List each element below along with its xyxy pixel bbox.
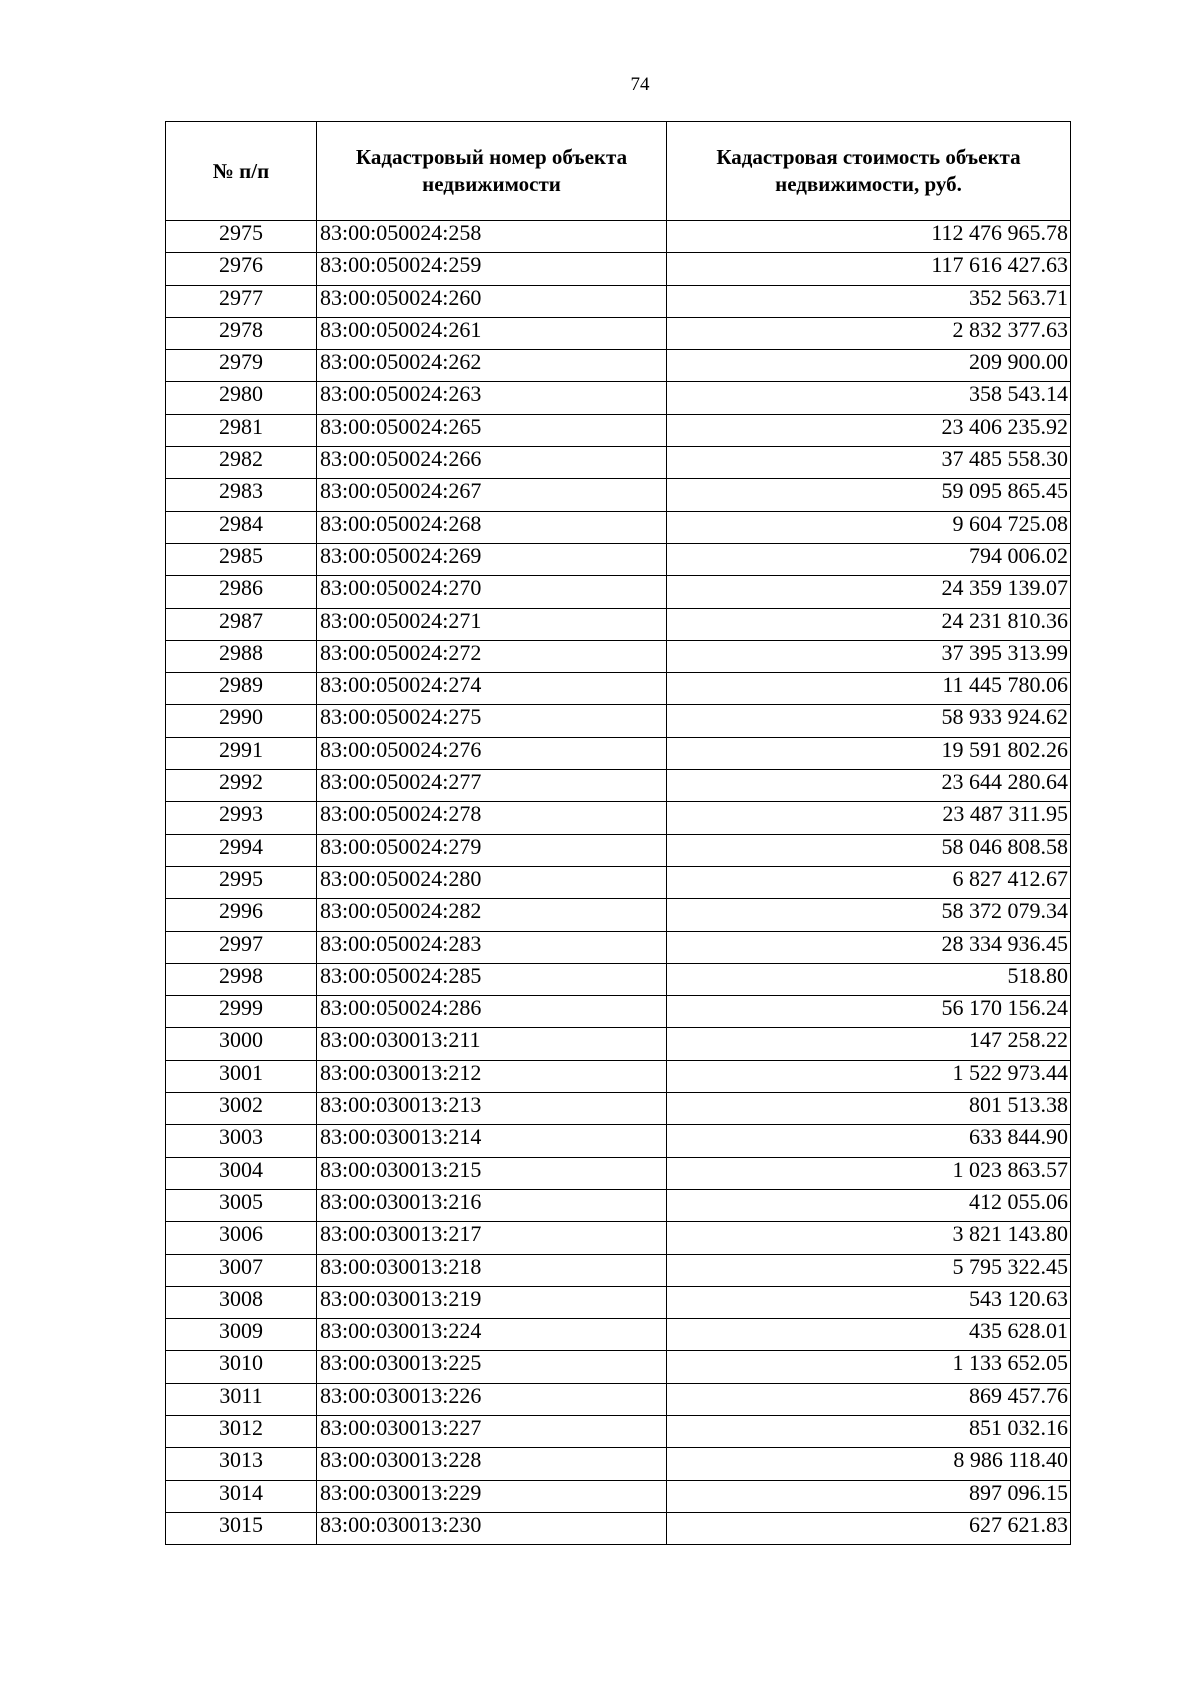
cadastral-value-cell: 851 032.16 bbox=[667, 1415, 1071, 1447]
table-row bbox=[166, 1093, 1071, 1125]
cadastral-value-cell: 28 334 936.45 bbox=[667, 931, 1071, 963]
table-row bbox=[166, 802, 1071, 834]
row-number-cell: 2990 bbox=[166, 705, 317, 737]
cadastral-value-cell: 23 406 235.92 bbox=[667, 414, 1071, 446]
table-row bbox=[166, 640, 1071, 672]
table-row bbox=[166, 963, 1071, 995]
row-number-cell: 3002 bbox=[166, 1093, 317, 1125]
cadastral-value-cell: 24 231 810.36 bbox=[667, 608, 1071, 640]
cadastral-value-cell: 627 621.83 bbox=[667, 1512, 1071, 1544]
cadastral-number-cell: 83:00:050024:268 bbox=[317, 511, 667, 543]
row-number-cell: 2995 bbox=[166, 866, 317, 898]
table-row bbox=[166, 1125, 1071, 1157]
cadastral-value-cell: 5 795 322.45 bbox=[667, 1254, 1071, 1286]
cadastral-number-cell: 83:00:050024:282 bbox=[317, 899, 667, 931]
row-number-cell: 2997 bbox=[166, 931, 317, 963]
table-row bbox=[166, 221, 1071, 253]
cadastral-number-cell: 83:00:030013:229 bbox=[317, 1480, 667, 1512]
cadastral-value-cell: 2 832 377.63 bbox=[667, 317, 1071, 349]
header-num: № п/п bbox=[166, 122, 317, 221]
table-row bbox=[166, 479, 1071, 511]
cadastral-number-cell: 83:00:050024:265 bbox=[317, 414, 667, 446]
cadastral-number-cell: 83:00:050024:286 bbox=[317, 996, 667, 1028]
cadastral-number-cell: 83:00:030013:214 bbox=[317, 1125, 667, 1157]
row-number-cell: 3011 bbox=[166, 1383, 317, 1415]
row-number-cell: 2976 bbox=[166, 253, 317, 285]
table-row bbox=[166, 737, 1071, 769]
table-header-row bbox=[166, 122, 1071, 221]
cadastral-number-cell: 83:00:030013:228 bbox=[317, 1448, 667, 1480]
cadastral-value-cell: 435 628.01 bbox=[667, 1319, 1071, 1351]
table-row bbox=[166, 576, 1071, 608]
row-number-cell: 2975 bbox=[166, 221, 317, 253]
cadastral-value-cell: 518.80 bbox=[667, 963, 1071, 995]
row-number-cell: 3009 bbox=[166, 1319, 317, 1351]
row-number-cell: 3014 bbox=[166, 1480, 317, 1512]
cadastral-value-cell: 9 604 725.08 bbox=[667, 511, 1071, 543]
cadastral-value-cell: 794 006.02 bbox=[667, 543, 1071, 575]
cadastral-number-cell: 83:00:050024:269 bbox=[317, 543, 667, 575]
table-row bbox=[166, 1254, 1071, 1286]
table-row bbox=[166, 673, 1071, 705]
row-number-cell: 2980 bbox=[166, 382, 317, 414]
row-number-cell: 3001 bbox=[166, 1060, 317, 1092]
table-row bbox=[166, 1189, 1071, 1221]
cadastral-number-cell: 83:00:030013:218 bbox=[317, 1254, 667, 1286]
table-row bbox=[166, 285, 1071, 317]
row-number-cell: 3005 bbox=[166, 1189, 317, 1221]
row-number-cell: 2991 bbox=[166, 737, 317, 769]
table-row bbox=[166, 1222, 1071, 1254]
cadastral-number-cell: 83:00:050024:272 bbox=[317, 640, 667, 672]
cadastral-value-cell: 37 485 558.30 bbox=[667, 447, 1071, 479]
row-number-cell: 3000 bbox=[166, 1028, 317, 1060]
table-row bbox=[166, 317, 1071, 349]
table-row bbox=[166, 1157, 1071, 1189]
row-number-cell: 2999 bbox=[166, 996, 317, 1028]
cadastral-number-cell: 83:00:030013:215 bbox=[317, 1157, 667, 1189]
row-number-cell: 3006 bbox=[166, 1222, 317, 1254]
row-number-cell: 3007 bbox=[166, 1254, 317, 1286]
cadastral-value-cell: 147 258.22 bbox=[667, 1028, 1071, 1060]
row-number-cell: 2977 bbox=[166, 285, 317, 317]
cadastral-number-cell: 83:00:050024:260 bbox=[317, 285, 667, 317]
cadastral-value-cell: 24 359 139.07 bbox=[667, 576, 1071, 608]
row-number-cell: 3008 bbox=[166, 1286, 317, 1318]
table-row bbox=[166, 1480, 1071, 1512]
table-row bbox=[166, 1319, 1071, 1351]
cadastral-number-cell: 83:00:050024:274 bbox=[317, 673, 667, 705]
header-cadastral-value: Кадастровая стоимость объекта недвижимости, руб. bbox=[667, 122, 1071, 221]
row-number-cell: 2996 bbox=[166, 899, 317, 931]
cadastral-number-cell: 83:00:030013:211 bbox=[317, 1028, 667, 1060]
table-row bbox=[166, 705, 1071, 737]
cadastral-number-cell: 83:00:050024:278 bbox=[317, 802, 667, 834]
table-row bbox=[166, 1028, 1071, 1060]
cadastral-value-cell: 19 591 802.26 bbox=[667, 737, 1071, 769]
table-row bbox=[166, 834, 1071, 866]
cadastral-number-cell: 83:00:030013:213 bbox=[317, 1093, 667, 1125]
cadastral-value-cell: 358 543.14 bbox=[667, 382, 1071, 414]
header-cadastral-number: Кадастровый номер объекта недвижимости bbox=[317, 122, 667, 221]
cadastral-number-cell: 83:00:030013:212 bbox=[317, 1060, 667, 1092]
cadastral-number-cell: 83:00:050024:261 bbox=[317, 317, 667, 349]
cadastral-value-cell: 897 096.15 bbox=[667, 1480, 1071, 1512]
row-number-cell: 3015 bbox=[166, 1512, 317, 1544]
table-row bbox=[166, 382, 1071, 414]
cadastral-value-cell: 58 046 808.58 bbox=[667, 834, 1071, 866]
page-number: 74 bbox=[630, 74, 650, 95]
cadastral-number-cell: 83:00:050024:271 bbox=[317, 608, 667, 640]
cadastral-value-cell: 209 900.00 bbox=[667, 350, 1071, 382]
cadastral-value-cell: 11 445 780.06 bbox=[667, 673, 1071, 705]
row-number-cell: 2988 bbox=[166, 640, 317, 672]
table-row bbox=[166, 1060, 1071, 1092]
table-row bbox=[166, 1448, 1071, 1480]
table-row bbox=[166, 1512, 1071, 1544]
row-number-cell: 3013 bbox=[166, 1448, 317, 1480]
cadastral-value-cell: 23 644 280.64 bbox=[667, 770, 1071, 802]
cadastral-value-cell: 352 563.71 bbox=[667, 285, 1071, 317]
row-number-cell: 2998 bbox=[166, 963, 317, 995]
table-row bbox=[166, 608, 1071, 640]
cadastral-value-cell: 869 457.76 bbox=[667, 1383, 1071, 1415]
cadastral-value-cell: 58 372 079.34 bbox=[667, 899, 1071, 931]
row-number-cell: 2983 bbox=[166, 479, 317, 511]
cadastral-number-cell: 83:00:030013:225 bbox=[317, 1351, 667, 1383]
cadastral-number-cell: 83:00:050024:279 bbox=[317, 834, 667, 866]
cadastral-number-cell: 83:00:050024:262 bbox=[317, 350, 667, 382]
cadastral-value-cell: 112 476 965.78 bbox=[667, 221, 1071, 253]
row-number-cell: 2982 bbox=[166, 447, 317, 479]
row-number-cell: 2978 bbox=[166, 317, 317, 349]
cadastral-value-cell: 37 395 313.99 bbox=[667, 640, 1071, 672]
cadastral-number-cell: 83:00:050024:259 bbox=[317, 253, 667, 285]
cadastral-value-cell: 1 522 973.44 bbox=[667, 1060, 1071, 1092]
cadastral-value-cell: 801 513.38 bbox=[667, 1093, 1071, 1125]
row-number-cell: 2984 bbox=[166, 511, 317, 543]
table-row bbox=[166, 1286, 1071, 1318]
cadastral-value-cell: 59 095 865.45 bbox=[667, 479, 1071, 511]
cadastral-number-cell: 83:00:050024:280 bbox=[317, 866, 667, 898]
row-number-cell: 2979 bbox=[166, 350, 317, 382]
table-row bbox=[166, 770, 1071, 802]
cadastral-number-cell: 83:00:030013:230 bbox=[317, 1512, 667, 1544]
cadastral-value-cell: 1 133 652.05 bbox=[667, 1351, 1071, 1383]
cadastral-number-cell: 83:00:050024:266 bbox=[317, 447, 667, 479]
cadastral-number-cell: 83:00:030013:219 bbox=[317, 1286, 667, 1318]
cadastral-number-cell: 83:00:030013:216 bbox=[317, 1189, 667, 1221]
table-row bbox=[166, 996, 1071, 1028]
row-number-cell: 2985 bbox=[166, 543, 317, 575]
row-number-cell: 2989 bbox=[166, 673, 317, 705]
cadastral-number-cell: 83:00:050024:276 bbox=[317, 737, 667, 769]
table-row bbox=[166, 1383, 1071, 1415]
row-number-cell: 3012 bbox=[166, 1415, 317, 1447]
table-row bbox=[166, 414, 1071, 446]
cadastral-number-cell: 83:00:030013:224 bbox=[317, 1319, 667, 1351]
table-row bbox=[166, 543, 1071, 575]
cadastral-number-cell: 83:00:050024:285 bbox=[317, 963, 667, 995]
cadastral-value-cell: 3 821 143.80 bbox=[667, 1222, 1071, 1254]
cadastral-number-cell: 83:00:050024:263 bbox=[317, 382, 667, 414]
table-row bbox=[166, 931, 1071, 963]
table-row bbox=[166, 350, 1071, 382]
cadastral-value-cell: 23 487 311.95 bbox=[667, 802, 1071, 834]
table-row bbox=[166, 1351, 1071, 1383]
table-row bbox=[166, 1415, 1071, 1447]
cadastral-number-cell: 83:00:030013:227 bbox=[317, 1415, 667, 1447]
cadastral-value-cell: 8 986 118.40 bbox=[667, 1448, 1071, 1480]
cadastral-number-cell: 83:00:050024:277 bbox=[317, 770, 667, 802]
cadastral-number-cell: 83:00:050024:258 bbox=[317, 221, 667, 253]
cadastral-value-cell: 412 055.06 bbox=[667, 1189, 1071, 1221]
cadastral-value-cell: 117 616 427.63 bbox=[667, 253, 1071, 285]
row-number-cell: 3003 bbox=[166, 1125, 317, 1157]
cadastral-number-cell: 83:00:050024:270 bbox=[317, 576, 667, 608]
cadastral-number-cell: 83:00:050024:275 bbox=[317, 705, 667, 737]
row-number-cell: 2994 bbox=[166, 834, 317, 866]
row-number-cell: 3004 bbox=[166, 1157, 317, 1189]
cadastral-number-cell: 83:00:050024:267 bbox=[317, 479, 667, 511]
cadastral-value-cell: 58 933 924.62 bbox=[667, 705, 1071, 737]
cadastral-value-cell: 633 844.90 bbox=[667, 1125, 1071, 1157]
cadastral-value-cell: 6 827 412.67 bbox=[667, 866, 1071, 898]
table-row bbox=[166, 447, 1071, 479]
table-row bbox=[166, 866, 1071, 898]
row-number-cell: 2993 bbox=[166, 802, 317, 834]
row-number-cell: 2992 bbox=[166, 770, 317, 802]
cadastral-number-cell: 83:00:030013:226 bbox=[317, 1383, 667, 1415]
row-number-cell: 2986 bbox=[166, 576, 317, 608]
cadastral-value-cell: 56 170 156.24 bbox=[667, 996, 1071, 1028]
table-row bbox=[166, 511, 1071, 543]
row-number-cell: 2981 bbox=[166, 414, 317, 446]
cadastral-number-cell: 83:00:030013:217 bbox=[317, 1222, 667, 1254]
row-number-cell: 2987 bbox=[166, 608, 317, 640]
row-number-cell: 3010 bbox=[166, 1351, 317, 1383]
cadastral-number-cell: 83:00:050024:283 bbox=[317, 931, 667, 963]
cadastral-value-cell: 1 023 863.57 bbox=[667, 1157, 1071, 1189]
table-body bbox=[166, 221, 1071, 1545]
table-row bbox=[166, 253, 1071, 285]
table-row bbox=[166, 899, 1071, 931]
cadastral-value-table bbox=[165, 121, 1071, 1545]
cadastral-value-cell: 543 120.63 bbox=[667, 1286, 1071, 1318]
